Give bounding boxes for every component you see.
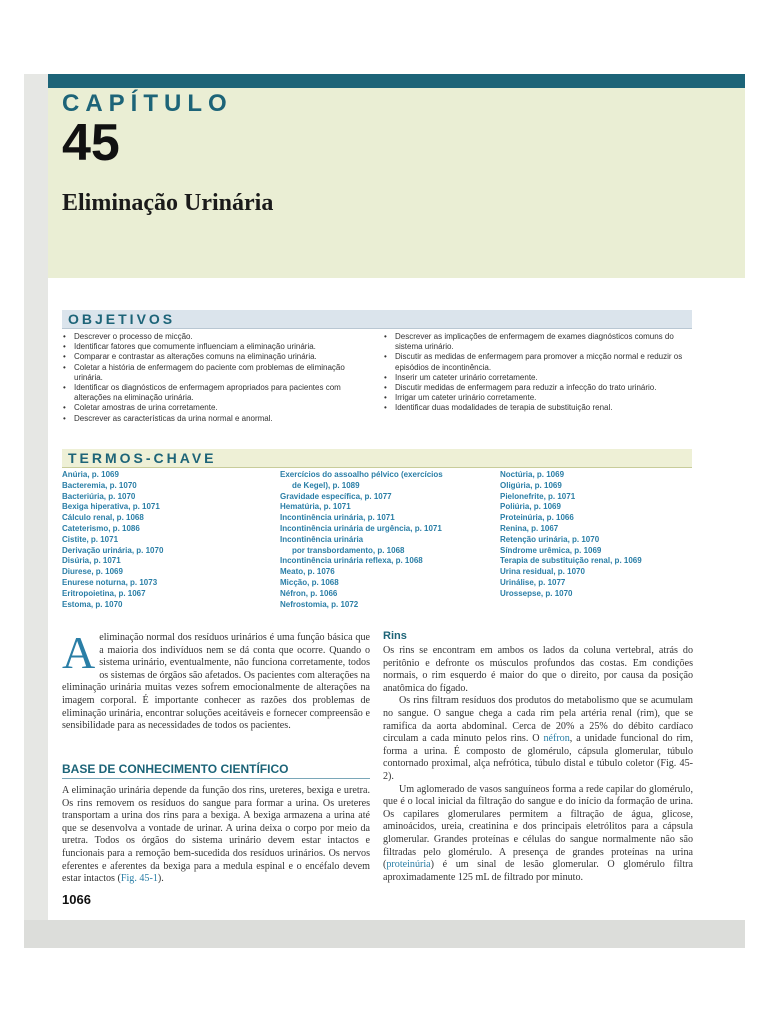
- key-term-link[interactable]: Síndrome urêmica, p. 1069: [500, 545, 602, 555]
- rins-p3-text-2: ) é um sinal de lesão glomerular. O glomérulo filtra aproximadamente 125 mL de filtrado por minuto.: [383, 859, 693, 883]
- key-term-link[interactable]: Proteinúria, p. 1066: [500, 513, 574, 523]
- key-term-link[interactable]: Urossepse, p. 1070: [500, 588, 573, 598]
- page-number: 1066: [62, 892, 91, 907]
- chapter-title: Eliminação Urinária: [62, 190, 274, 216]
- objective-item: • Descrever as implicações de enfermagem de exames diagnósticos comuns do sistema urinário.: [383, 332, 693, 352]
- objective-item: • Coletar a história de enfermagem do paciente com problemas de eliminação urinária.: [62, 363, 374, 383]
- key-term-link[interactable]: Cistite, p. 1071: [62, 534, 119, 544]
- intro-text: eliminação normal dos resíduos urinários é uma função básica que a maioria dos indivíduos nem se dá conta que ocorre. Quando o sistema urinário, eventualmente, não funciona corretamente, todos os sistemas de órgãos são afetados. Os pacientes com alterações na eliminação urinária muitas vezes sofrem emocionalmente de alterações na imagem corporal. É importante conhecer as razões dos problemas de eliminação urinária, encontrar soluções aceitáveis e fornecer compreensão e sensibilidade para as necessidades de todos os pacientes.: [62, 632, 370, 732]
- key-term-link[interactable]: Retenção urinária, p. 1070: [500, 534, 600, 544]
- key-term-link[interactable]: Nefrostomia, p. 1072: [280, 599, 359, 609]
- key-term-link[interactable]: Exercícios do assoalho pélvico (exercícios: [280, 470, 443, 479]
- key-terms-column-2: [280, 470, 495, 610]
- key-term-link[interactable]: Néfron, p. 1066: [280, 588, 338, 598]
- key-term-link[interactable]: Incontinência urinária de urgência, p. 1071: [280, 523, 442, 533]
- key-term-link[interactable]: Meato, p. 1076: [280, 567, 335, 577]
- key-term-link[interactable]: Hematúria, p. 1071: [280, 502, 351, 512]
- key-term-link[interactable]: de Kegel), p. 1089: [292, 480, 360, 490]
- rins-body: [383, 645, 693, 884]
- footer-band: [24, 920, 745, 948]
- key-term-link[interactable]: Urinálise, p. 1077: [500, 577, 566, 587]
- objectives-list-left: [62, 332, 374, 424]
- intro-paragraph: [62, 627, 370, 733]
- rins-p3-text-1: Um aglomerado de vasos sanguíneos forma a rede capilar do glomérulo, que é o local inicial da filtração do sangue e do início da formação de urina. Os capilares glomerulares permitem a filtração de água, glicose, aminoácidos, ureia, creatinina e dos principais eletrólitos para a cápsula glomerular. Grandes proteínas e células do sangue normalmente não são filtradas pelo glomérulo. A presença de grandes proteínas na urina (: [383, 783, 693, 871]
- drop-cap: A: [62, 627, 96, 678]
- base-text-2: ).: [157, 873, 164, 885]
- key-term-link[interactable]: Disúria, p. 1071: [62, 556, 121, 566]
- rins-paragraph-1: Os rins se encontram em ambos os lados da coluna vertebral, atrás do peritônio e defronte os músculos profundos das costas. Em condições normais, o rim esquerdo é maior do que o direito, por causa da posição anatômica do fígado.: [383, 645, 693, 694]
- figure-link[interactable]: Fig. 45-1: [120, 873, 158, 885]
- rins-paragraph-3: [383, 784, 693, 885]
- key-term-link[interactable]: Oligúria, p. 1069: [500, 480, 562, 490]
- key-terms-column-3: [500, 470, 695, 600]
- key-term-link[interactable]: Bacteremia, p. 1070: [62, 480, 137, 490]
- key-term-link[interactable]: Incontinência urinária: [280, 534, 364, 544]
- objective-item: • Identificar fatores que comumente influenciam a eliminação urinária.: [62, 342, 374, 352]
- chapter-label: CAPÍTULO: [62, 90, 233, 117]
- key-term-link[interactable]: Renina, p. 1067: [500, 523, 559, 533]
- term-link-proteinuria[interactable]: proteinúria: [386, 859, 431, 871]
- key-term-link[interactable]: Micção, p. 1068: [280, 577, 339, 587]
- key-term-link[interactable]: Diurese, p. 1069: [62, 567, 123, 577]
- key-term-link[interactable]: Poliúria, p. 1069: [500, 502, 561, 512]
- key-term-link[interactable]: Gravidade específica, p. 1077: [280, 491, 392, 501]
- key-term-link[interactable]: Enurese noturna, p. 1073: [62, 577, 158, 587]
- key-term-link[interactable]: Cateterismo, p. 1086: [62, 523, 140, 533]
- key-terms-header-bar: [62, 449, 692, 468]
- key-term-link[interactable]: Derivação urinária, p. 1070: [62, 545, 164, 555]
- base-paragraph: [62, 785, 370, 886]
- objective-item: • Coletar amostras de urina corretamente.: [62, 403, 374, 413]
- key-term-link[interactable]: Incontinência urinária reflexa, p. 1068: [280, 556, 423, 566]
- objectives-header-bar: [62, 310, 692, 329]
- key-term-link[interactable]: Bexiga hiperativa, p. 1071: [62, 502, 160, 512]
- rins-paragraph-2: [383, 695, 693, 783]
- key-term-link[interactable]: Urina residual, p. 1070: [500, 567, 585, 577]
- objectives-heading: OBJETIVOS: [68, 311, 176, 327]
- header-top-bar: [24, 74, 745, 88]
- left-margin-band: [24, 74, 48, 948]
- rins-p2-text-1: Os rins filtram resíduos dos produtos do metabolismo que se acumulam no sangue. O sangue chega a cada rim pela artéria renal (rim), que se ramifica da aorta abdominal. Cerca de 20% a 25% do débito cardíaco circulam a cada minuto pelos rins. O: [383, 695, 693, 745]
- key-term-link[interactable]: Pielonefrite, p. 1071: [500, 491, 576, 501]
- key-term-link[interactable]: Anúria, p. 1069: [62, 470, 119, 479]
- key-term-link[interactable]: Eritropoietina, p. 1067: [62, 588, 146, 598]
- objective-item: • Descrever as características da urina normal e anormal.: [62, 414, 374, 424]
- base-text-1: A eliminação urinária depende da função dos rins, ureteres, bexiga e uretra. Os rins removem os resíduos do sangue para formar a urina. Os ureteres transportam a urina dos rins para a bexiga. A bexiga armazena a urina até que se desenvolva a vontade de urinar. A urina deixa o corpo por meio da uretra. Todos os órgãos do sistema urinário devem estar intactos e funcionais para a remoção bem-sucedida dos resíduos urinários. Os nervos eferentes e aferentes da bexiga para a medula espinal e o encéfalo devem estar intactos (: [62, 785, 370, 885]
- objective-item: • Discutir medidas de enfermagem para reduzir a infecção do trato urinário.: [383, 383, 693, 393]
- key-term-link[interactable]: Terapia de substituição renal, p. 1069: [500, 556, 642, 566]
- key-term-link[interactable]: Cálculo renal, p. 1068: [62, 513, 144, 523]
- key-term-link[interactable]: por transbordamento, p. 1068: [292, 545, 405, 555]
- key-term-link[interactable]: Estoma, p. 1070: [62, 599, 123, 609]
- key-term-link[interactable]: Noctúria, p. 1069: [500, 470, 565, 479]
- key-terms-column-1: [62, 470, 272, 610]
- objective-item: • Identificar duas modalidades de terapia de substituição renal.: [383, 403, 693, 413]
- section-heading-base: BASE DE CONHECIMENTO CIENTÍFICO: [62, 762, 289, 776]
- term-link-nefron[interactable]: néfron: [543, 733, 570, 745]
- chapter-number: 45: [62, 114, 120, 172]
- objective-item: • Identificar os diagnósticos de enfermagem apropriados para pacientes com alterações na eliminação urinária.: [62, 383, 374, 403]
- objective-item: • Irrigar um cateter urinário corretamente.: [383, 393, 693, 403]
- objective-item: • Descrever o processo de micção.: [62, 332, 374, 342]
- subsection-heading-rins: Rins: [383, 630, 407, 642]
- objective-item: • Discutir as medidas de enfermagem para promover a micção normal e reduzir os episódios de incontinência.: [383, 352, 693, 372]
- rins-p2-text-2: , a unidade funcional do rim, forma a urina. É composto de glomérulo, cápsula glomerular, túbulo contornado proximal, alça nefrótica, túbulo distal e túbulo coletor (Fig. 45-2).: [383, 733, 693, 782]
- objectives-list-right: [383, 332, 693, 414]
- objective-item: • Inserir um cateter urinário corretamente.: [383, 373, 693, 383]
- key-term-link[interactable]: Bacteriúria, p. 1070: [62, 491, 136, 501]
- section-rule: [62, 778, 370, 779]
- key-terms-heading: TERMOS-CHAVE: [68, 450, 217, 466]
- objective-item: • Comparar e contrastar as alterações comuns na eliminação urinária.: [62, 352, 374, 362]
- key-term-link[interactable]: Incontinência urinária, p. 1071: [280, 513, 395, 523]
